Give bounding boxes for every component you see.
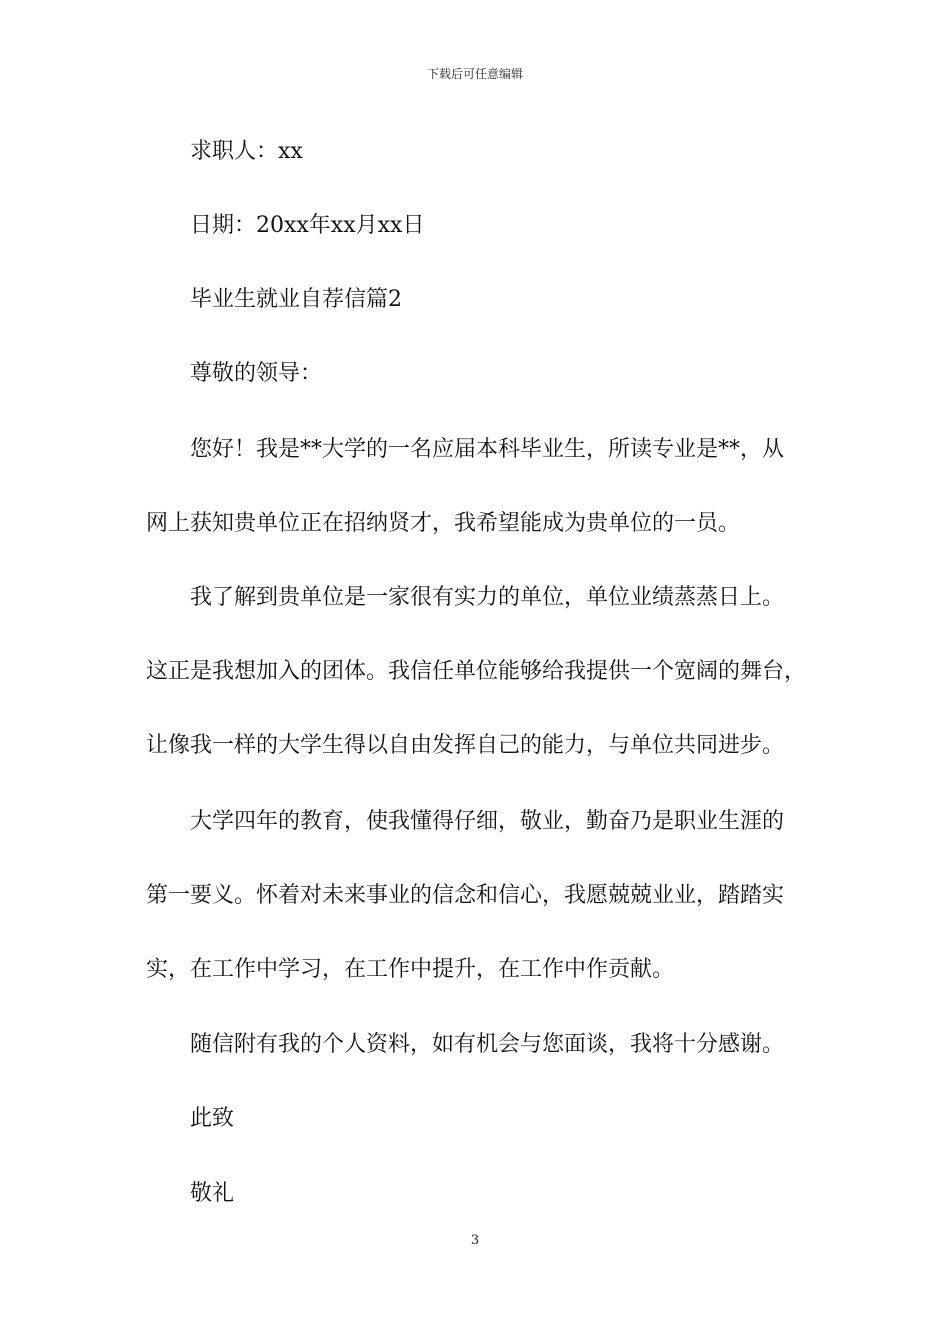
body-line: 随信附有我的个人资料，如有机会与您面谈，我将十分感谢。: [190, 1032, 785, 1057]
body-line: 第一要义。怀着对未来事业的信念和信心，我愿兢兢业业，踏踏实: [146, 883, 785, 908]
body-line: 实，在工作中学习，在工作中提升，在工作中作贡献。: [146, 957, 675, 982]
closing-regards: 敬礼: [190, 1181, 235, 1206]
body-line: 您好！我是**大学的一名应届本科毕业生，所读专业是**，从: [190, 437, 785, 462]
salutation: 尊敬的领导：: [190, 361, 323, 386]
body-line: 我了解到贵单位是一家很有实力的单位，单位业绩蒸蒸日上。: [190, 585, 785, 610]
page-number: 3: [470, 1233, 480, 1248]
date-line: 日期：20xx年xx月xx日: [190, 213, 425, 238]
closing-line: 此致: [190, 1106, 235, 1131]
body-line: 这正是我想加入的团体。我信任单位能够给我提供一个宽阔的舞台，: [146, 659, 807, 684]
body-line: 大学四年的教育，使我懂得仔细，敬业，勤奋乃是职业生涯的: [190, 809, 785, 834]
applicant-line: 求职人：xx: [190, 139, 303, 164]
body-line: 让像我一样的大学生得以自由发挥自己的能力，与单位共同进步。: [146, 733, 785, 758]
body-line: 网上获知贵单位正在招纳贤才，我希望能成为贵单位的一员。: [146, 511, 741, 536]
letter-title: 毕业生就业自荐信篇2: [190, 287, 402, 312]
page-header: 下载后可任意编辑: [426, 67, 523, 81]
